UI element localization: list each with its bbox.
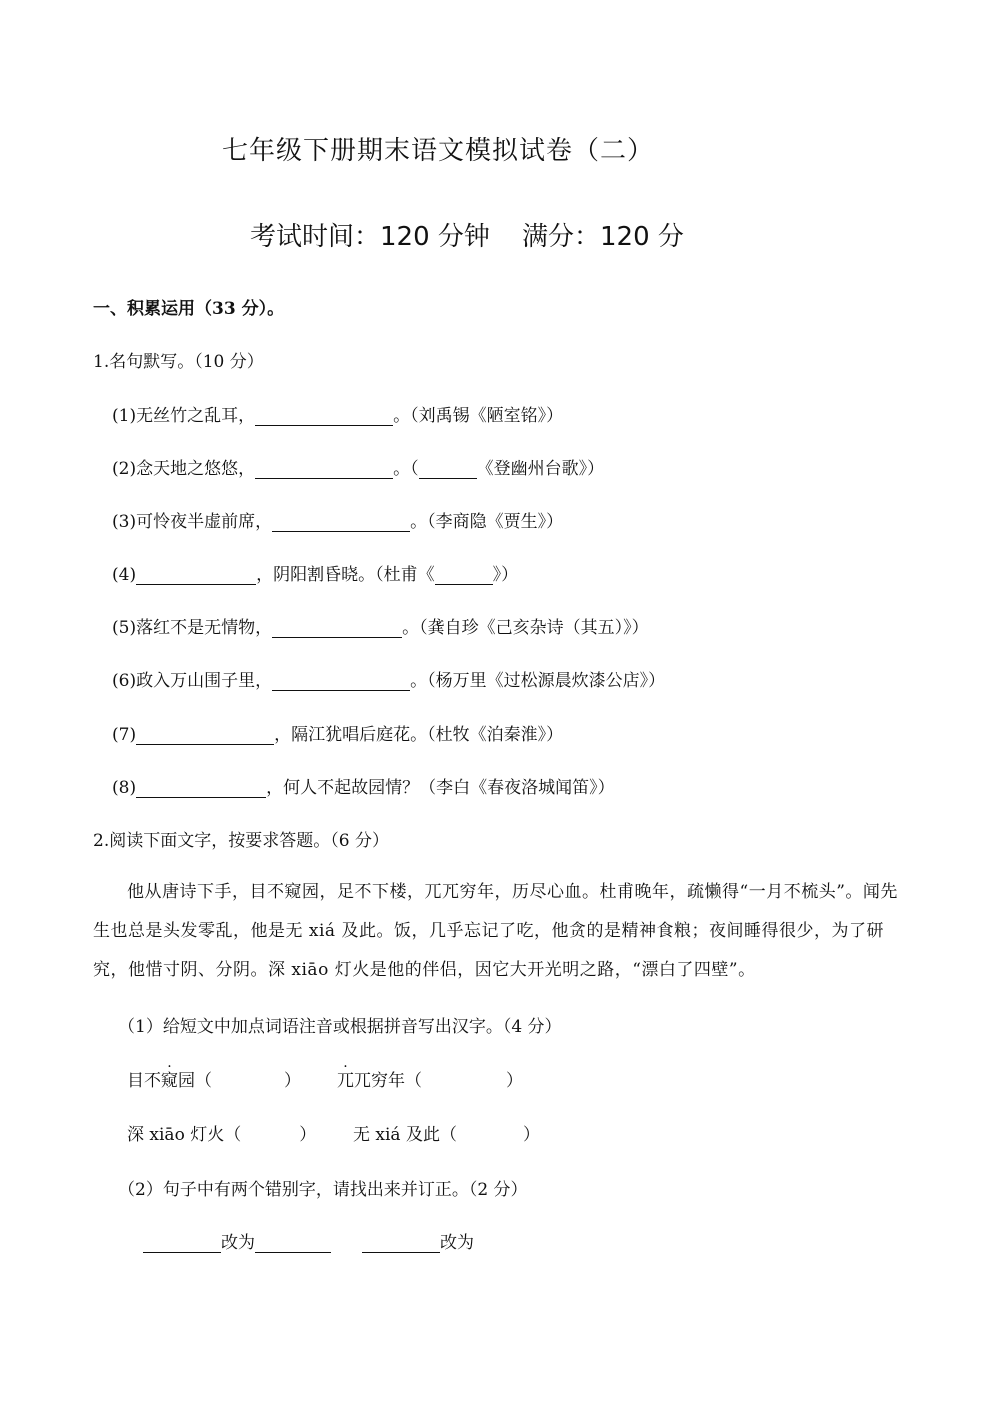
answer-blank[interactable] — [255, 460, 393, 479]
correct-char-blank[interactable] — [255, 1234, 331, 1253]
item-source: 。（李商隐《贾生》） — [410, 512, 564, 532]
answer-a — [127, 1066, 301, 1091]
answer-blank[interactable] — [136, 779, 266, 798]
answer-blank[interactable] — [272, 513, 410, 532]
item-source: 。（ — [393, 459, 419, 479]
passage-text: 兀穷年，历尽心血。杜甫晚年，疏懒得“一月不梳头”。闻先生也总是头发零乱，他是无 xiá 及此。饭，几乎忘记了吃，他贪的是精神食粮；夜间睡得很少，为了研究，他惜寸阴、分阴。深 xiāo 灯火是他的伴侣，因它大开光明之路，“漂白了四壁”。 — [93, 882, 898, 980]
item-source: ，阴阳割昏晓。（杜甫《 — [256, 565, 435, 585]
page-title: 七年级下册期末语文模拟试卷（二） — [222, 136, 655, 166]
q1-item-7 — [112, 720, 563, 745]
correction-2 — [362, 1228, 474, 1253]
item-text: (6)政入万山围子里， — [112, 671, 273, 691]
exam-score: 满分：120 分 — [522, 222, 684, 252]
change-label: 改为 — [440, 1233, 474, 1253]
answer-a-open: 园（ — [178, 1071, 212, 1091]
item-source: 。（刘禹锡《陋室铭》） — [393, 406, 564, 426]
item-text: (7) — [112, 725, 137, 745]
item-source-end: 》） — [492, 565, 519, 585]
answer-b — [337, 1066, 523, 1091]
wrong-char-blank[interactable] — [143, 1234, 221, 1253]
reading-passage — [93, 873, 905, 990]
section-heading: 一、积累运用（33 分）。 — [93, 299, 285, 319]
answer-blank[interactable] — [136, 726, 274, 745]
q2-sub1-heading: （1）给短文中加点词语注音或根据拼音写出汉字。（4 分） — [118, 1017, 562, 1037]
item-text: (5)落红不是无情物， — [112, 618, 273, 638]
q1-heading: 1.名句默写。（10 分） — [93, 352, 264, 372]
q1-item-3 — [112, 507, 563, 532]
item-source-title: 《登幽州台歌》） — [476, 459, 605, 479]
wrong-char-blank[interactable] — [362, 1234, 440, 1253]
passage-text: 园，足不下楼， — [302, 882, 425, 902]
answer-c-open: 深 xiāo 灯火（ — [127, 1125, 242, 1145]
q1-item-1 — [112, 401, 563, 426]
answer-close: ） — [284, 1071, 301, 1091]
title-blank[interactable] — [435, 566, 493, 585]
passage-text: 他从唐诗下手，目不 — [127, 882, 285, 902]
answer-d — [353, 1120, 540, 1145]
exam-time: 考试时间：120 分钟 — [250, 222, 490, 252]
author-blank[interactable] — [419, 460, 477, 479]
item-text: (4) — [112, 565, 137, 585]
q1-item-2 — [112, 454, 604, 479]
answer-close: ） — [299, 1125, 317, 1145]
dotted-char: 兀 — [337, 1071, 354, 1091]
q1-item-4 — [112, 560, 518, 585]
correction-1 — [143, 1228, 331, 1253]
answer-blank[interactable] — [255, 407, 393, 426]
item-text: (3)可怜夜半虚前席， — [112, 512, 273, 532]
answer-a-text: 目不 — [127, 1071, 161, 1091]
q1-item-8 — [112, 773, 615, 798]
answer-close: ） — [506, 1071, 523, 1091]
answer-blank[interactable] — [272, 619, 402, 638]
answer-blank[interactable] — [272, 672, 410, 691]
q2-sub2-heading: （2）句子中有两个错别字，请找出来并订正。（2 分） — [118, 1180, 528, 1200]
item-text: (1)无丝竹之乱耳， — [112, 406, 256, 426]
q2-heading: 2.阅读下面文字，按要求答题。（6 分） — [93, 831, 389, 851]
item-source: 。（杨万里《过松源晨炊漆公店》） — [410, 671, 666, 691]
answer-blank[interactable] — [136, 566, 256, 585]
item-source: 。（龚自珍《己亥杂诗（其五）》） — [402, 618, 649, 638]
item-source: ，隔江犹唱后庭花。（杜牧《泊秦淮》） — [274, 725, 564, 745]
q1-item-5 — [112, 613, 649, 638]
item-source: ，何人不起故园情？（李白《春夜洛城闻笛》） — [266, 778, 615, 798]
answer-d-open: 无 xiá 及此（ — [353, 1125, 457, 1145]
answer-b-open: 兀穷年（ — [354, 1071, 422, 1091]
change-label: 改为 — [221, 1233, 255, 1253]
dotted-char: · 兀 — [425, 882, 443, 902]
dotted-char: · 窥 — [285, 882, 303, 902]
answer-close: ） — [522, 1125, 540, 1145]
q1-item-6 — [112, 666, 665, 691]
item-text: (2)念天地之悠悠， — [112, 459, 256, 479]
answer-c — [127, 1120, 316, 1145]
dotted-char: 窥 — [161, 1071, 178, 1091]
item-text: (8) — [112, 778, 137, 798]
